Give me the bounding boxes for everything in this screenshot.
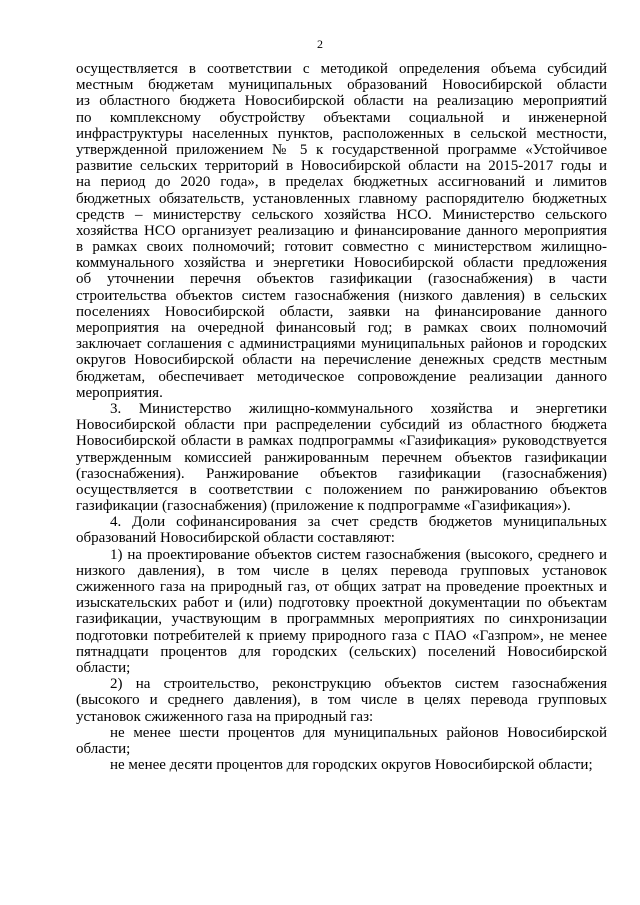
- text-line: не менее шести процентов для муниципальных районов Новосибирской: [110, 724, 607, 741]
- text-line: заключает соглашения с администрациями муниципальных районов и городских: [76, 336, 607, 353]
- text-line: местным бюджетам муниципальных образований Новосибирской области: [76, 77, 607, 94]
- text-line: коммунального хозяйства и энергетики Новосибирской области предложения: [76, 255, 607, 272]
- text-line: мероприятия.: [76, 384, 163, 401]
- text-line: (высокого и среднего давления), в том числе в целях перевода групповых: [76, 692, 607, 709]
- text-line: бюджетных обязательств, установленных главному распорядителю бюджетных: [76, 190, 607, 207]
- text-line: изыскательских работ и (или) подготовку проектной документации по объектам: [76, 595, 607, 612]
- text-line: утвержденным комиссией ранжированным перечнем объектов газификации: [76, 449, 607, 466]
- text-line: установок сжиженного газа на природный газ:: [76, 708, 374, 725]
- text-line: 4. Доли софинансирования за счет средств бюджетов муниципальных: [110, 514, 607, 531]
- text-line: области;: [76, 659, 131, 676]
- text-line: об уточнении перечня объектов газификации (газоснабжения) в части: [76, 271, 607, 288]
- page-number: 2: [317, 37, 323, 51]
- text-line: из областного бюджета Новосибирской области на реализацию мероприятий: [76, 93, 607, 110]
- text-line: мероприятия на очередной финансовый год; в рамках своих полномочий: [76, 320, 607, 336]
- text-line: сжиженного газа на природный газ, от общих затрат на проведение проектных и: [76, 579, 607, 595]
- text-line: Новосибирской области при распределении субсидий из областного бюджета: [76, 417, 607, 434]
- text-line: бюджетам, обеспечивает методическое сопровождение реализации данного: [76, 368, 607, 385]
- text-line: в рамках своих полномочий; готовит совместно с министерством жилищно-: [76, 239, 607, 256]
- text-line: области;: [76, 740, 131, 757]
- text-line: не менее десяти процентов для городских округов Новосибирской области;: [110, 757, 593, 774]
- text-line: инфраструктуры населенных пунктов, расположенных в сельской местности,: [76, 125, 607, 142]
- document-body: [76, 61, 607, 773]
- text-line: строительства объектов систем газоснабжения (низкого давления) в сельских: [76, 287, 607, 304]
- text-line: осуществляется в соответствии с положением по ранжированию объектов: [76, 481, 607, 498]
- text-line: 3. Министерство жилищно-коммунального хозяйства и энергетики: [110, 400, 607, 417]
- text-line: 2) на строительство, реконструкцию объектов систем газоснабжения: [110, 676, 607, 693]
- text-line: (газоснабжения). Ранжирование объектов газификации (газоснабжения): [76, 465, 607, 482]
- text-line: развитие сельских территорий в Новосибирской области на 2015-2017 годы и: [76, 158, 607, 175]
- text-line: Новосибирской области в рамках подпрограммы «Газификация» руководствуется: [76, 433, 607, 450]
- text-line: 1) на проектирование объектов систем газоснабжения (высокого, среднего и: [110, 546, 607, 563]
- text-line: средств – министерству сельского хозяйства НСО. Министерство сельского: [76, 206, 607, 223]
- text-line: пятнадцати процентов для городских (сельских) поселений Новосибирской: [76, 643, 607, 660]
- text-line: осуществляется в соответствии с методикой определения объема субсидий: [76, 61, 607, 77]
- text-line: округов Новосибирской области на перечисление денежных средств местным: [76, 352, 607, 369]
- text-line: образований Новосибирской области составляют:: [76, 530, 395, 547]
- text-line: на период до 2020 года», в пределах бюджетных ассигнований и лимитов: [76, 174, 607, 191]
- text-line: поселениях Новосибирской области, заявки на финансирование данного: [76, 303, 607, 320]
- text-line: подготовки потребителей к приему природного газа с ПАО «Газпром», не менее: [76, 627, 607, 644]
- text-line: газификации, участвующим в программных мероприятиях по синхронизации: [76, 611, 607, 628]
- text-line: утвержденной приложением № 5 к государственной программе «Устойчивое: [76, 141, 607, 158]
- text-line: газификации (газоснабжения) (приложение к подпрограмме «Газификация»).: [76, 498, 571, 515]
- text-line: низкого давления), в том числе в целях перевода групповых установок: [76, 562, 607, 579]
- text-line: по комплексному обустройству объектами социальной и инженерной: [76, 109, 607, 126]
- text-line: хозяйства НСО организует реализацию и финансирование данного мероприятия: [76, 222, 607, 239]
